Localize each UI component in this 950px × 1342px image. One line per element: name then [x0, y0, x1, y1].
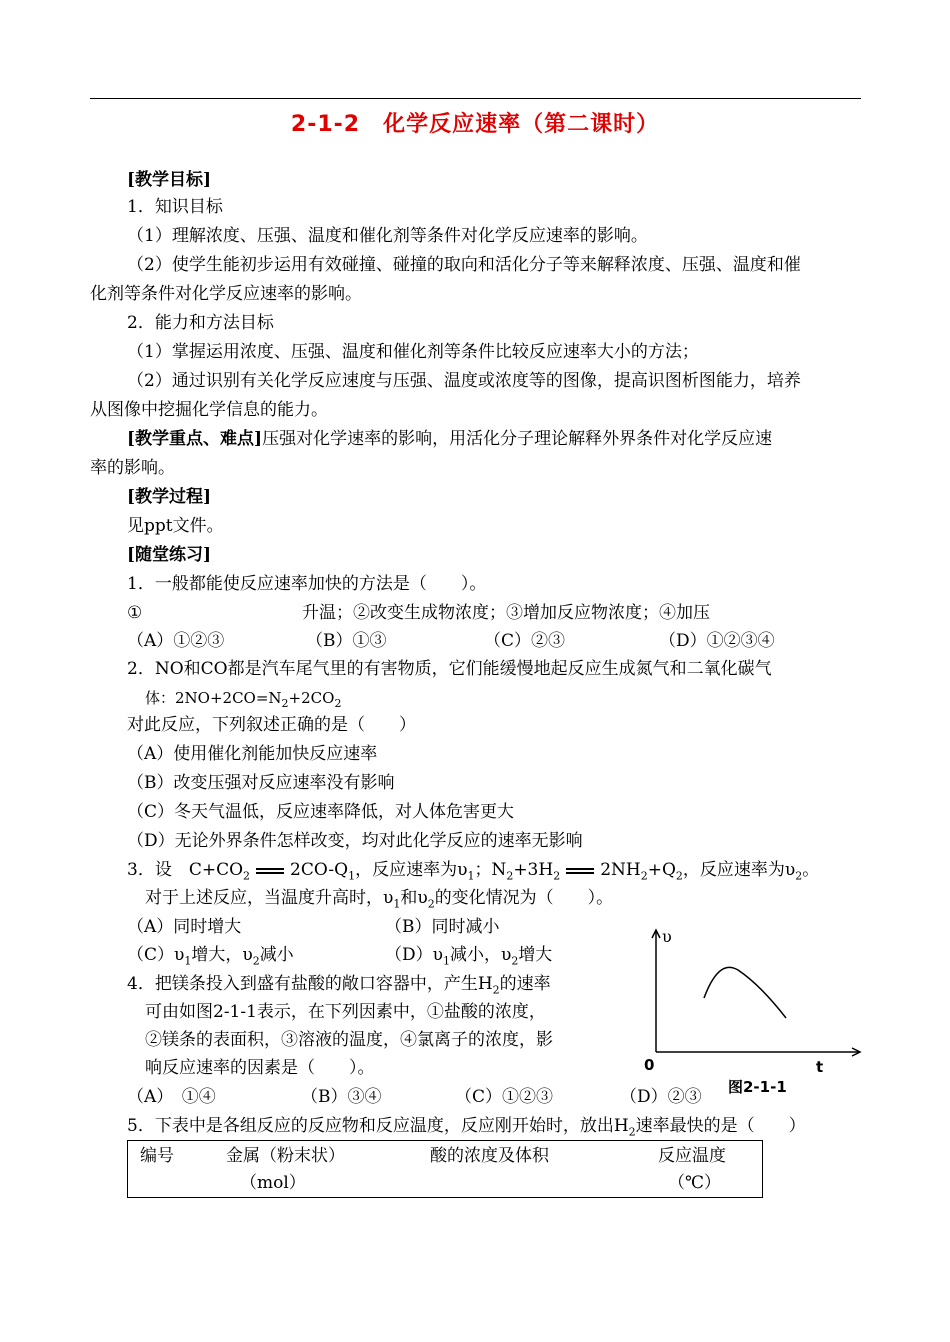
q1-option-a: （A）①②③: [127, 631, 225, 651]
graph-caption: 图2-1-1: [728, 1078, 787, 1096]
q3-line2-a: 对于上述反应，当温度升高时，υ: [145, 888, 394, 908]
q3-optd-b: 减小，υ: [449, 945, 512, 965]
q3-sub: 2: [640, 869, 648, 883]
q2-option-d: （D）无论外界条件怎样改变，均对此化学反应的速率无影响: [127, 831, 583, 851]
q3-sub: 1: [393, 897, 401, 911]
q2-equation-tail: +2CO: [288, 689, 335, 707]
q3-part-d: ；N: [474, 860, 507, 880]
goal-2: 2．能力和方法目标: [127, 313, 274, 333]
question-3-line2: [145, 886, 613, 916]
goal-1-1: （1）理解浓度、压强、温度和催化剂等条件对化学反应速率的影响。: [127, 226, 648, 246]
rate-time-graph: [640, 920, 870, 1100]
q3-sub: 2: [427, 897, 435, 911]
table-header-acid: 酸的浓度及体积: [430, 1146, 549, 1166]
q1-option-c: （C）②③: [484, 631, 566, 651]
q3-part-b: 2CO-Q: [290, 860, 349, 880]
table-header-metal: 金属（粉末状）: [226, 1146, 345, 1166]
key-text-b: 率的影响。: [90, 458, 175, 478]
q3-option-c: [127, 943, 294, 973]
q3-sub: 1: [442, 954, 450, 968]
q3-sub: 2: [506, 869, 514, 883]
q4-option-c: （C）①②③: [455, 1087, 554, 1107]
table-header-metal-unit: （mol）: [240, 1173, 306, 1193]
q1-option-b: （B）①③: [306, 631, 387, 651]
question-2b: [145, 686, 341, 716]
goal-2-2a: （2）通过识别有关化学反应速度与压强、温度或浓度等的图像，提高识图析图能力，培养: [127, 371, 801, 391]
q3-sub: 2: [252, 954, 260, 968]
graph-origin: 0: [644, 1056, 655, 1074]
q3-sub: 1: [467, 869, 475, 883]
key-text-a: 压强对化学速率的影响，用活化分子理论解释外界条件对化学反应速: [262, 429, 773, 449]
q3-part-c: ，反应速率为υ: [355, 860, 468, 880]
q4-part-a2: 的速率: [499, 974, 551, 994]
reaction-table: [127, 1140, 763, 1198]
q5-part-b: 速率最快的是（ ）: [635, 1116, 806, 1136]
q2-equation: 体：2NO+2CO=N: [145, 689, 282, 707]
goal-1-2a: （2）使学生能初步运用有效碰撞、碰撞的取向和活化分子等来解释浓度、压强、温度和催: [127, 255, 801, 275]
q3-sub: 2: [795, 869, 803, 883]
process-heading: [教学过程]: [127, 487, 212, 507]
q2-option-b: （B）改变压强对反应速率没有影响: [127, 773, 395, 793]
question-2c: 对此反应，下列叙述正确的是（ ）: [127, 715, 416, 735]
table-header-temperature-unit: （℃）: [668, 1173, 722, 1193]
table-header-number: 编号: [140, 1146, 174, 1166]
question-4c: ②镁条的表面积，③溶液的温度，④氯离子的浓度，影: [145, 1030, 553, 1050]
q4-option-b: （B）③④: [301, 1087, 382, 1107]
q2-sub-2: 2: [334, 697, 342, 710]
page-title: 2-1-2 化学反应速率（第二课时）: [290, 112, 660, 137]
q3-part-a: 3．设 C+CO: [127, 860, 244, 880]
q3-part-g: +Q: [647, 860, 676, 880]
q3-part-i: 。: [802, 860, 820, 880]
q1-list: 升温；②改变生成物浓度；③增加反应物浓度；④加压: [302, 603, 710, 623]
rate-curve: [704, 967, 786, 1018]
question-1: 1．一般都能使反应速率加快的方法是（ ）。: [127, 574, 487, 594]
table-header-temperature: 反应温度: [658, 1146, 726, 1166]
top-rule: [90, 98, 861, 99]
process-text: 见ppt文件。: [127, 516, 224, 536]
q3-line2-c: 的变化情况为（ ）。: [434, 888, 614, 908]
question-3: [127, 858, 819, 888]
q3-part-h: ，反应速率为υ: [682, 860, 796, 880]
q3-option-d: [385, 943, 552, 973]
equilibrium-sign-2: [566, 866, 594, 876]
q3-optc-b: 增大，υ: [191, 945, 253, 965]
key-points: [127, 427, 772, 451]
goal-2-2b: 从图像中挖掘化学信息的能力。: [90, 400, 328, 420]
q2-option-c: （C）冬天气温低，反应速率降低，对人体危害更大: [127, 802, 515, 822]
goals-heading: [教学目标]: [127, 170, 212, 190]
q3-optc-a: （C）υ: [127, 945, 185, 965]
question-4a: [127, 972, 551, 1002]
q3-sub: 2: [243, 869, 251, 883]
q3-sub: 2: [553, 869, 561, 883]
q2-sub-1: 2: [281, 697, 289, 710]
q3-sub: 2: [675, 869, 683, 883]
equilibrium-sign-1: [256, 866, 284, 876]
q1-option-d: （D）①②③④: [659, 631, 775, 651]
q4-sub: 2: [492, 983, 500, 997]
q4-part-a: 4．把镁条投入到盛有盐酸的敞口容器中，产生H: [127, 974, 493, 994]
q3-optc-c: 减小: [259, 945, 294, 965]
goal-2-1: （1）掌握运用浓度、压强、温度和催化剂等条件比较反应速率大小的方法；: [127, 342, 699, 362]
graph-y-label: υ: [662, 927, 672, 946]
key-heading: [教学重点、难点]: [127, 429, 263, 449]
graph-x-label: t: [816, 1058, 824, 1076]
goal-1: 1．知识目标: [127, 197, 223, 217]
practice-heading: [随堂练习]: [127, 545, 212, 565]
q3-sub: 1: [184, 954, 192, 968]
q3-optd-a: （D）υ: [385, 945, 443, 965]
q5-sub: 2: [628, 1125, 636, 1139]
q3-sub: 1: [348, 869, 356, 883]
q3-line2-b: 和υ: [400, 888, 428, 908]
q1-list-marker: ①: [127, 603, 143, 623]
q3-sub: 2: [511, 954, 519, 968]
q3-part-e: +3H: [513, 860, 554, 880]
q3-part-f: 2NH: [600, 860, 641, 880]
q5-part-a: 5．下表中是各组反应的反应物和反应温度，反应刚开始时，放出H: [127, 1116, 629, 1136]
q3-option-b: （B）同时减小: [385, 917, 500, 937]
q4-option-a: （A） ①④: [127, 1087, 216, 1107]
question-4b: 可由如图2-1-1表示，在下列因素中，①盐酸的浓度，: [145, 1002, 546, 1022]
q3-optd-c: 增大: [518, 945, 553, 965]
question-2a: 2．NO和CO都是汽车尾气里的有害物质，它们能缓慢地起反应生成氮气和二氧化碳气: [127, 659, 772, 679]
goal-1-2b: 化剂等条件对化学反应速率的影响。: [90, 284, 362, 304]
q2-option-a: （A）使用催化剂能加快反应速率: [127, 744, 378, 764]
q4-option-d: （D）②③: [620, 1087, 702, 1107]
q3-option-a: （A）同时增大: [127, 917, 242, 937]
question-4d: 响反应速率的因素是（ ）。: [145, 1058, 375, 1078]
